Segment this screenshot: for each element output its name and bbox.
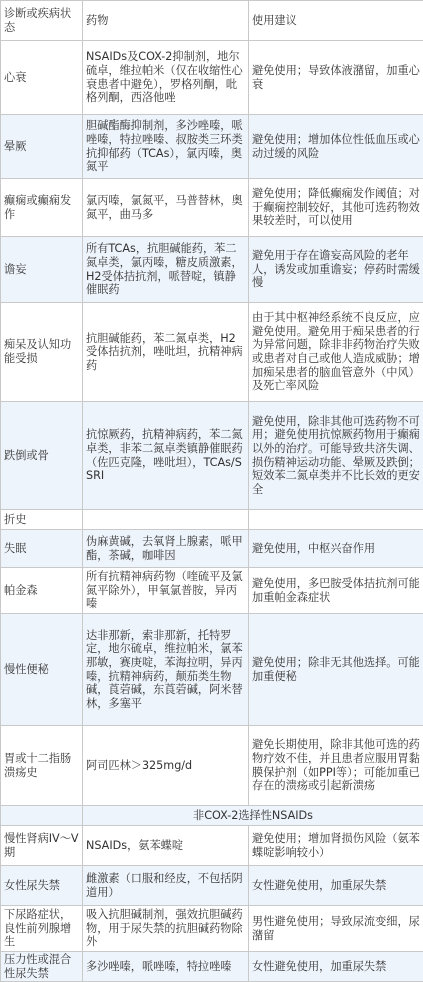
section-row xyxy=(1,806,423,826)
table-row xyxy=(1,237,423,303)
table-row xyxy=(1,530,423,568)
condition-cell: 慢性便秘 xyxy=(1,614,83,726)
advice-cell: 避免使用；增加体位性低血压或心动过缓的风险 xyxy=(249,115,423,179)
condition-cell: 失眠 xyxy=(1,530,83,568)
drug-cell: 吸入抗胆碱制剂，强效抗胆碱药物，用于尿失禁的抗胆碱药物除外 xyxy=(83,906,249,952)
condition-cell: 下尿路症状，良性前列腺增生 xyxy=(1,906,83,952)
section-label: 非COX-2选择性NSAIDs xyxy=(83,806,423,826)
table-row xyxy=(1,866,423,906)
advice-cell: 避免使用，多巴胺受体拮抗剂可能加重帕金森症状 xyxy=(249,568,423,614)
condition-cell: 压力性或混合性尿失禁 xyxy=(1,952,83,982)
drug-cell: NSAIDs，氨苯蝶啶 xyxy=(83,826,249,866)
advice-cell: 避免使用；降低癫痫发作阈值；对于癫痫控制较好，其他可选药物效果较差时，可以使用 xyxy=(249,179,423,237)
condition-cell: 跌倒或骨 xyxy=(1,402,83,510)
condition-cell: 痴呆及认知功能受损 xyxy=(1,303,83,402)
condition-cell: 胃或十二指肠溃疡史 xyxy=(1,726,83,806)
advice-cell: 女性避免使用，加重尿失禁 xyxy=(249,866,423,906)
advice-cell: 避免长期使用，除非其他可选的药物疗效不佳，并且患者应服用胃黏膜保护剂（如PPI等）；可能加重已存在的溃疡或引起新溃疡 xyxy=(249,726,423,806)
header-advice: 使用建议 xyxy=(249,1,423,41)
table-row xyxy=(1,952,423,982)
advice-cell: 避免使用；导致体液潴留，加重心衰 xyxy=(249,41,423,115)
drug-cell: 伪麻黄碱，去氧肾上腺素，哌甲酯，茶碱，咖啡因 xyxy=(83,530,249,568)
condition-cell: 心衰 xyxy=(1,41,83,115)
advice-cell: 由于其中枢神经系统不良反应，应避免使用。避免用于痴呆患者的行为异常问题，除非非药物治疗失败或患者对自己或他人造成威胁；增加痴呆患者的脑血管意外（中风）及死亡率风险 xyxy=(249,303,423,402)
condition-cell: 折史 xyxy=(1,510,83,530)
table-row xyxy=(1,115,423,179)
drug-cell: 抗惊厥药，抗精神病药，苯二氮卓类，非苯二氮卓类镇静催眠药（佐匹克隆，唑吡坦），TCAs/SSRI xyxy=(83,402,249,510)
table-row xyxy=(1,614,423,726)
advice-cell: 男性避免使用；导致尿流变细，尿潴留 xyxy=(249,906,423,952)
condition-cell: 谵妄 xyxy=(1,237,83,303)
table-row xyxy=(1,568,423,614)
header-drug: 药物 xyxy=(83,1,249,41)
advice-cell xyxy=(249,510,423,530)
advice-cell: 女性避免使用，加重尿失禁 xyxy=(249,952,423,982)
advice-cell: 避免使用，中枢兴奋作用 xyxy=(249,530,423,568)
table-row xyxy=(1,303,423,402)
header-row xyxy=(1,1,423,41)
advice-cell: 避免使用；除非无其他选择。可能加重便秘 xyxy=(249,614,423,726)
table-row xyxy=(1,826,423,866)
advice-cell: 避免用于存在谵妄高风险的老年人，诱发或加重谵妄；停药时需缓慢 xyxy=(249,237,423,303)
header-condition: 诊断或疾病状态 xyxy=(1,1,83,41)
drug-cell: 雌激素（口服和经皮，不包括阴道用） xyxy=(83,866,249,906)
condition-cell: 帕金森 xyxy=(1,568,83,614)
table-row xyxy=(1,726,423,806)
drug-cell: 所有抗精神病药物（喹硫平及氯氮平除外），甲氧氯普胺，异丙嗪 xyxy=(83,568,249,614)
drug-cell xyxy=(83,510,249,530)
drug-cell: 阿司匹林＞325mg/d xyxy=(83,726,249,806)
section-empty-cell xyxy=(1,806,83,826)
drug-cell: NSAIDs及COX-2抑制剂，地尔硫卓，维拉帕米（仅在收缩性心衰患者中避免），罗格列酮，吡格列酮，西洛他唑 xyxy=(83,41,249,115)
table-row xyxy=(1,41,423,115)
table-row xyxy=(1,510,423,530)
table-row xyxy=(1,402,423,510)
table-row xyxy=(1,179,423,237)
table-row xyxy=(1,906,423,952)
drug-cell: 氯丙嗪，氯氮平，马普替林，奥氮平，曲马多 xyxy=(83,179,249,237)
advice-cell: 避免使用；增加肾损伤风险（氨苯蝶啶影响较小） xyxy=(249,826,423,866)
condition-cell: 晕厥 xyxy=(1,115,83,179)
drug-cell: 所有TCAs，抗胆碱能药，苯二氮卓类，氯丙嗪，糖皮质激素，H2受体拮抗剂，哌替啶，镇静催眠药 xyxy=(83,237,249,303)
condition-cell: 癫痫或癫痫发作 xyxy=(1,179,83,237)
condition-cell: 慢性肾病IV～V期 xyxy=(1,826,83,866)
drug-cell: 多沙唑嗪，哌唑嗪，特拉唑嗪 xyxy=(83,952,249,982)
drug-cell: 抗胆碱能药，苯二氮卓类，H2受体拮抗剂，唑吡坦，抗精神病药 xyxy=(83,303,249,402)
drug-cell: 胆碱酯酶抑制剂，多沙唑嗪，哌唑嗪，特拉唑嗪、叔胺类三环类抗抑郁药（TCAs），氯丙嗪，奥氮平 xyxy=(83,115,249,179)
condition-cell: 女性尿失禁 xyxy=(1,866,83,906)
drug-cell: 达非那新，索非那新，托特罗定，地尔硫卓，维拉帕米，氯苯那敏，赛庚啶，苯海拉明，异丙嗪，抗精神病药，颠茄类生物碱，莨菪碱，东莨菪碱，阿米替林，多塞平 xyxy=(83,614,249,726)
advice-cell: 避免使用，除非其他可选药物不可用；避免使用抗惊厥药物用于癫痫以外的治疗。可能导致共济失调、损伤精神运动功能、晕厥及跌倒；短效苯二氮卓类并不比长效的更安全 xyxy=(249,402,423,510)
